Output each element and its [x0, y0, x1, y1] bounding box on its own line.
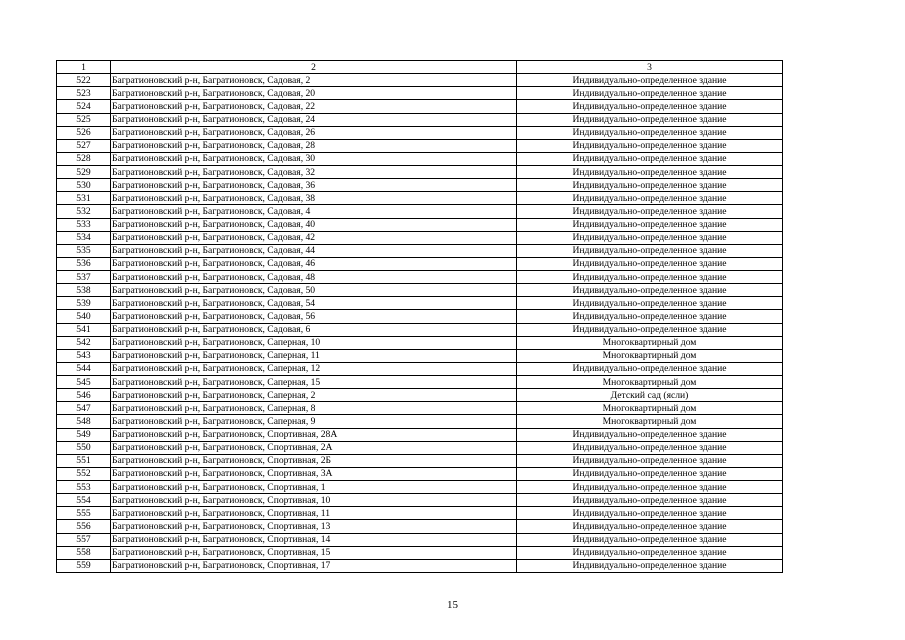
table-row	[57, 166, 783, 179]
table-row	[57, 152, 783, 165]
row-number-cell: 527	[57, 139, 111, 152]
table-row	[57, 428, 783, 441]
table-row	[57, 126, 783, 139]
address-cell: Багратионовский р-н, Багратионовск, Спортивная, 17	[111, 559, 517, 572]
row-number-cell: 559	[57, 559, 111, 572]
address-cell: Багратионовский р-н, Багратионовск, Садовая, 24	[111, 113, 517, 126]
table-row	[57, 100, 783, 113]
building-type-cell: Многоквартирный дом	[517, 415, 783, 428]
page-number: 15	[447, 599, 458, 611]
row-number-cell: 529	[57, 166, 111, 179]
building-type-cell: Индивидуально-определенное здание	[517, 231, 783, 244]
table-row	[57, 507, 783, 520]
address-cell: Багратионовский р-н, Багратионовск, Садовая, 54	[111, 297, 517, 310]
table-row	[57, 336, 783, 349]
building-type-cell: Индивидуально-определенное здание	[517, 166, 783, 179]
building-type-cell: Индивидуально-определенное здание	[517, 100, 783, 113]
table-row	[57, 546, 783, 559]
row-number-cell: 550	[57, 441, 111, 454]
row-number-cell: 548	[57, 415, 111, 428]
row-number-cell: 555	[57, 507, 111, 520]
building-type-cell: Индивидуально-определенное здание	[517, 192, 783, 205]
table-row	[57, 441, 783, 454]
table-row	[57, 74, 783, 87]
address-cell: Багратионовский р-н, Багратионовск, Спортивная, 14	[111, 533, 517, 546]
table-row	[57, 192, 783, 205]
address-cell: Багратионовский р-н, Багратионовск, Садовая, 30	[111, 152, 517, 165]
row-number-cell: 546	[57, 389, 111, 402]
row-number-cell: 532	[57, 205, 111, 218]
address-cell: Багратионовский р-н, Багратионовск, Садовая, 56	[111, 310, 517, 323]
address-cell: Багратионовский р-н, Багратионовск, Спортивная, 3А	[111, 467, 517, 480]
building-type-cell: Индивидуально-определенное здание	[517, 362, 783, 375]
table-row	[57, 559, 783, 572]
row-number-cell: 523	[57, 87, 111, 100]
header-row	[57, 61, 783, 74]
building-type-cell: Индивидуально-определенное здание	[517, 126, 783, 139]
building-type-cell: Многоквартирный дом	[517, 336, 783, 349]
address-cell: Багратионовский р-н, Багратионовск, Садовая, 26	[111, 126, 517, 139]
row-number-cell: 543	[57, 349, 111, 362]
address-cell: Багратионовский р-н, Багратионовск, Садовая, 44	[111, 244, 517, 257]
building-type-cell: Индивидуально-определенное здание	[517, 284, 783, 297]
building-type-cell: Индивидуально-определенное здание	[517, 559, 783, 572]
building-type-cell: Индивидуально-определенное здание	[517, 271, 783, 284]
building-type-cell: Индивидуально-определенное здание	[517, 113, 783, 126]
table-row	[57, 284, 783, 297]
building-type-cell: Индивидуально-определенное здание	[517, 297, 783, 310]
row-number-cell: 522	[57, 74, 111, 87]
row-number-cell: 558	[57, 546, 111, 559]
row-number-cell: 540	[57, 310, 111, 323]
address-cell: Багратионовский р-н, Багратионовск, Спортивная, 2А	[111, 441, 517, 454]
table-row	[57, 520, 783, 533]
building-type-cell: Индивидуально-определенное здание	[517, 179, 783, 192]
table-row	[57, 179, 783, 192]
table-row	[57, 533, 783, 546]
building-type-cell: Индивидуально-определенное здание	[517, 546, 783, 559]
row-number-cell: 538	[57, 284, 111, 297]
row-number-cell: 539	[57, 297, 111, 310]
table-row	[57, 113, 783, 126]
address-cell: Багратионовский р-н, Багратионовск, Спортивная, 1	[111, 481, 517, 494]
table-row	[57, 454, 783, 467]
row-number-cell: 533	[57, 218, 111, 231]
table-row	[57, 402, 783, 415]
building-type-cell: Индивидуально-определенное здание	[517, 428, 783, 441]
address-cell: Багратионовский р-н, Багратионовск, Садовая, 28	[111, 139, 517, 152]
address-cell: Багратионовский р-н, Багратионовск, Садовая, 50	[111, 284, 517, 297]
address-cell: Багратионовский р-н, Багратионовск, Садовая, 46	[111, 257, 517, 270]
row-number-cell: 530	[57, 179, 111, 192]
address-cell: Багратионовский р-н, Багратионовск, Спортивная, 28А	[111, 428, 517, 441]
row-number-cell: 549	[57, 428, 111, 441]
table-row	[57, 323, 783, 336]
address-cell: Багратионовский р-н, Багратионовск, Спортивная, 11	[111, 507, 517, 520]
address-cell: Багратионовский р-н, Багратионовск, Саперная, 9	[111, 415, 517, 428]
building-type-cell: Индивидуально-определенное здание	[517, 323, 783, 336]
address-cell: Багратионовский р-н, Багратионовск, Спортивная, 13	[111, 520, 517, 533]
row-number-cell: 541	[57, 323, 111, 336]
table-row	[57, 467, 783, 480]
table-row	[57, 139, 783, 152]
header-cell-col1: 1	[57, 61, 111, 74]
row-number-cell: 552	[57, 467, 111, 480]
building-type-cell: Индивидуально-определенное здание	[517, 310, 783, 323]
address-cell: Багратионовский р-н, Багратионовск, Садовая, 4	[111, 205, 517, 218]
table-header	[57, 61, 783, 74]
address-cell: Багратионовский р-н, Багратионовск, Садовая, 40	[111, 218, 517, 231]
table-row	[57, 271, 783, 284]
building-type-cell: Индивидуально-определенное здание	[517, 481, 783, 494]
row-number-cell: 544	[57, 362, 111, 375]
row-number-cell: 553	[57, 481, 111, 494]
table-row	[57, 376, 783, 389]
row-number-cell: 547	[57, 402, 111, 415]
row-number-cell: 557	[57, 533, 111, 546]
address-cell: Багратионовский р-н, Багратионовск, Садовая, 42	[111, 231, 517, 244]
row-number-cell: 525	[57, 113, 111, 126]
row-number-cell: 534	[57, 231, 111, 244]
building-type-cell: Индивидуально-определенное здание	[517, 507, 783, 520]
property-table	[56, 60, 783, 573]
building-type-cell: Индивидуально-определенное здание	[517, 205, 783, 218]
address-cell: Багратионовский р-н, Багратионовск, Саперная, 12	[111, 362, 517, 375]
row-number-cell: 531	[57, 192, 111, 205]
address-cell: Багратионовский р-н, Багратионовск, Саперная, 15	[111, 376, 517, 389]
address-cell: Багратионовский р-н, Багратионовск, Садовая, 36	[111, 179, 517, 192]
building-type-cell: Многоквартирный дом	[517, 402, 783, 415]
building-type-cell: Индивидуально-определенное здание	[517, 139, 783, 152]
building-type-cell: Индивидуально-определенное здание	[517, 87, 783, 100]
address-cell: Багратионовский р-н, Багратионовск, Саперная, 11	[111, 349, 517, 362]
building-type-cell: Индивидуально-определенное здание	[517, 454, 783, 467]
address-cell: Багратионовский р-н, Багратионовск, Саперная, 10	[111, 336, 517, 349]
address-cell: Багратионовский р-н, Багратионовск, Садовая, 2	[111, 74, 517, 87]
row-number-cell: 526	[57, 126, 111, 139]
building-type-cell: Индивидуально-определенное здание	[517, 533, 783, 546]
building-type-cell: Индивидуально-определенное здание	[517, 74, 783, 87]
building-type-cell: Индивидуально-определенное здание	[517, 244, 783, 257]
building-type-cell: Многоквартирный дом	[517, 376, 783, 389]
address-cell: Багратионовский р-н, Багратионовск, Саперная, 2	[111, 389, 517, 402]
row-number-cell: 554	[57, 494, 111, 507]
header-cell-col2: 2	[111, 61, 517, 74]
row-number-cell: 536	[57, 257, 111, 270]
table-row	[57, 257, 783, 270]
building-type-cell: Детский сад (ясли)	[517, 389, 783, 402]
table-row	[57, 362, 783, 375]
address-cell: Багратионовский р-н, Багратионовск, Спортивная, 15	[111, 546, 517, 559]
table-row	[57, 244, 783, 257]
table-row	[57, 218, 783, 231]
table-body	[57, 74, 783, 573]
table-row	[57, 389, 783, 402]
address-cell: Багратионовский р-н, Багратионовск, Спортивная, 2Б	[111, 454, 517, 467]
address-cell: Багратионовский р-н, Багратионовск, Садовая, 38	[111, 192, 517, 205]
address-cell: Багратионовский р-н, Багратионовск, Садовая, 20	[111, 87, 517, 100]
address-cell: Багратионовский р-н, Багратионовск, Садовая, 48	[111, 271, 517, 284]
table-row	[57, 297, 783, 310]
row-number-cell: 537	[57, 271, 111, 284]
address-cell: Багратионовский р-н, Багратионовск, Саперная, 8	[111, 402, 517, 415]
header-cell-col3: 3	[517, 61, 783, 74]
row-number-cell: 545	[57, 376, 111, 389]
building-type-cell: Индивидуально-определенное здание	[517, 467, 783, 480]
address-cell: Багратионовский р-н, Багратионовск, Садовая, 32	[111, 166, 517, 179]
building-type-cell: Индивидуально-определенное здание	[517, 441, 783, 454]
row-number-cell: 542	[57, 336, 111, 349]
table-row	[57, 205, 783, 218]
address-cell: Багратионовский р-н, Багратионовск, Садовая, 22	[111, 100, 517, 113]
building-type-cell: Индивидуально-определенное здание	[517, 152, 783, 165]
row-number-cell: 524	[57, 100, 111, 113]
building-type-cell: Индивидуально-определенное здание	[517, 494, 783, 507]
table-row	[57, 87, 783, 100]
table-row	[57, 310, 783, 323]
table-row	[57, 494, 783, 507]
building-type-cell: Индивидуально-определенное здание	[517, 520, 783, 533]
row-number-cell: 556	[57, 520, 111, 533]
table-row	[57, 349, 783, 362]
building-type-cell: Многоквартирный дом	[517, 349, 783, 362]
building-type-cell: Индивидуально-определенное здание	[517, 257, 783, 270]
address-cell: Багратионовский р-н, Багратионовск, Садовая, 6	[111, 323, 517, 336]
address-cell: Багратионовский р-н, Багратионовск, Спортивная, 10	[111, 494, 517, 507]
row-number-cell: 528	[57, 152, 111, 165]
row-number-cell: 535	[57, 244, 111, 257]
row-number-cell: 551	[57, 454, 111, 467]
table-row	[57, 481, 783, 494]
table-row	[57, 231, 783, 244]
building-type-cell: Индивидуально-определенное здание	[517, 218, 783, 231]
table-row	[57, 415, 783, 428]
